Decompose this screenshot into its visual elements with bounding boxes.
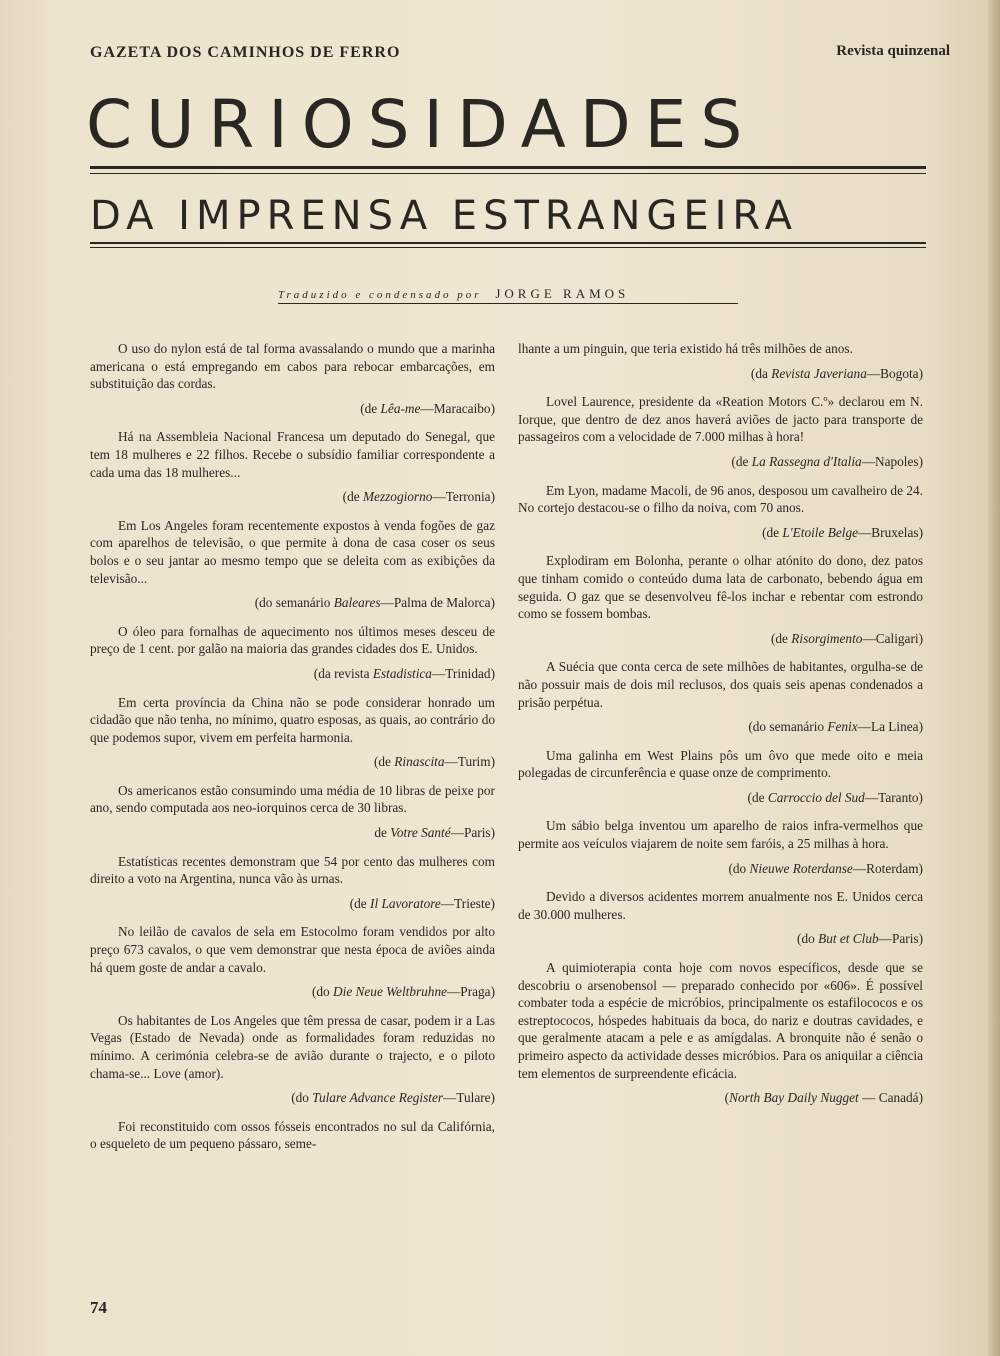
source-citation — [518, 860, 923, 878]
news-paragraph: Os americanos estão consumindo uma média de 10 libras de peixe por ano, sendo computada aos neo-iorquinos cerca de 30 libras. — [90, 782, 495, 816]
source-location: —Maracaibo) — [420, 400, 495, 416]
source-location: —Caligari) — [862, 630, 923, 646]
source-title: Baleares — [333, 595, 381, 611]
source-location: —Terronia) — [432, 489, 495, 505]
source-citation — [518, 524, 923, 542]
source-title: Estadistica — [372, 665, 432, 681]
source-title: But et Club — [818, 931, 879, 947]
source-prefix: (do — [291, 1090, 313, 1106]
source-prefix: (de — [762, 524, 783, 540]
source-location: —Turim) — [444, 754, 495, 770]
source-title: Carroccio del Sud — [767, 789, 865, 805]
source-citation — [518, 789, 923, 807]
source-citation — [90, 1089, 495, 1107]
source-citation — [90, 824, 495, 842]
left-column — [90, 340, 495, 1153]
source-citation — [90, 983, 495, 1001]
source-location: —Trieste) — [440, 895, 495, 911]
source-prefix: (da — [750, 365, 772, 381]
source-title: Fenix — [827, 719, 858, 735]
news-paragraph: Explodiram em Bolonha, perante o olhar atónito do dono, dez patos que tinham comido o conteúdo duma lata de carbonato, bebendo água em seguida. O gaz que se desenvolveu fê-los inchar e rebentar com estrondo como se fossem bombas. — [518, 553, 923, 622]
news-paragraph: Uma galinha em West Plains pôs um ôvo que mede oito e meia polegadas de circunferência e quase onze de comprimento. — [518, 747, 923, 781]
news-paragraph: A quimioterapia conta hoje com novos específicos, desde que se descobriu o arsenobensol — preparado conhecido por «606». É possível combater toda a espécie de micróbios, principalmente os estafilococos e os estreptococos, hóspedes habituais da boca, do nariz e doutras cavidades, e que geralmente atacam a pele e as amígdalas. A bronquite não é senão o primeiro aspecto da actividade desses micróbios. Para os aniquilar a ciência tem elementos de surpreendente eficácia. — [518, 960, 923, 1081]
source-citation — [90, 665, 495, 683]
source-prefix: (de — [731, 453, 752, 469]
source-prefix: (da revista — [313, 665, 373, 681]
source-citation — [518, 930, 923, 948]
source-title: Nieuwe Roterdanse — [749, 860, 853, 876]
source-citation — [90, 488, 495, 506]
source-location: —Paris) — [450, 825, 495, 841]
source-location: —Tulare) — [443, 1090, 495, 1106]
source-location: —Bogota) — [866, 365, 923, 381]
source-location: —Trinidad) — [431, 665, 495, 681]
source-prefix: (do — [728, 860, 750, 876]
source-title: Mezzogiorno — [362, 489, 433, 505]
source-title: L'Etoile Belge — [782, 524, 858, 540]
source-title: Die Neue Weltbruhne — [333, 984, 447, 1000]
source-location: —Praga) — [447, 984, 495, 1000]
title-rule — [90, 166, 926, 174]
news-paragraph: Um sábio belga inventou um aparelho de raios infra-vermelhos que permite aos veículos viajarem de noite sem faróis, a 25 milhas à hora. — [518, 818, 923, 852]
source-prefix: (do — [797, 931, 819, 947]
source-location: — Canadá) — [858, 1090, 923, 1106]
source-title: Tulare Advance Register — [312, 1090, 444, 1106]
source-prefix: (do — [311, 984, 334, 1000]
source-citation — [90, 594, 495, 612]
news-paragraph: No leilão de cavalos de sela em Estocolmo foram vendidos por alto preço 673 cavalos, o que vem demonstrar que nesta época de aviões ainda há quem goste de andar a cavalo. — [90, 924, 495, 975]
source-prefix: (de — [360, 400, 381, 416]
news-paragraph: Foi reconstituido com ossos fósseis encontrados no sul da Califórnia, o esqueleto de um pequeno pássaro, seme- — [90, 1118, 495, 1152]
source-title: Risorgimento — [791, 630, 863, 646]
source-prefix: (do semanário — [748, 719, 828, 735]
news-paragraph: Lovel Laurence, presidente da «Reation Motors C.º» declarou em N. Iorque, que dentro de dez anos haverá aviões de jacto para transporte de passageiros com a velocidade de 7.000 milhas à hora! — [518, 394, 923, 445]
source-prefix: (de — [349, 895, 371, 911]
source-title: Rinascita — [394, 754, 445, 770]
news-paragraph: A Suécia que conta cerca de sete milhões de habitantes, orgulha-se de não possuir mais de dois mil reclusos, dos quais seis apenas condenados a prisão perpétua. — [518, 659, 923, 710]
news-paragraph: Em Lyon, madame Macoli, de 96 anos, desposou um cavalheiro de 24. No cortejo destacou-se o filho da noiva, com 70 anos. — [518, 482, 923, 516]
source-location: —Taranto) — [864, 789, 923, 805]
source-prefix: de — [374, 825, 391, 841]
news-paragraph: Há na Assembleia Nacional Francesa um deputado do Senegal, que tem 18 mulheres e 22 filhos. Recebe o subsídio familiar correspondente a cada uma das 18 mulheres... — [90, 429, 495, 480]
source-location: —Palma de Malorca) — [380, 595, 495, 611]
article-title: CURIOSIDADES — [86, 86, 757, 163]
byline-rule — [278, 303, 738, 304]
source-title: North Bay Daily Nugget — [729, 1090, 859, 1106]
source-location: —Bruxelas) — [858, 524, 923, 540]
continuation-paragraph: lhante a um pinguin, que teria existido há três milhões de anos. — [518, 341, 853, 356]
source-prefix: (do semanário — [254, 595, 334, 611]
news-paragraph: Em Los Angeles foram recentemente expostos à venda fogões de gaz com aparelhos de televisão, o que permite à dona de casa coser os seus bolos e o seu jantar ao mesmo tempo que se deleita com as exibições da televisão... — [90, 517, 495, 586]
source-title: La Rassegna d'Italia — [751, 453, 862, 469]
source-location: —Roterdam) — [852, 860, 923, 876]
source-title: Revista Javeriana — [771, 365, 867, 381]
source-citation — [518, 453, 923, 471]
byline-prefix: Traduzido e condensado por — [278, 289, 482, 301]
source-citation — [90, 753, 495, 771]
source-location: —La Linea) — [857, 719, 923, 735]
source-title: Lêa-me — [380, 400, 421, 416]
source-citation — [518, 718, 923, 736]
news-paragraph: Devido a diversos acidentes morrem anualmente nos E. Unidos cerca de 30.000 mulheres. — [518, 889, 923, 922]
source-prefix: (de — [373, 754, 395, 770]
source-citation — [90, 400, 495, 418]
subtitle-rule — [90, 242, 926, 248]
source-prefix: (de — [770, 630, 792, 646]
source-title: Votre Santé — [390, 825, 451, 841]
source-title: Il Lavoratore — [370, 895, 441, 911]
source-location: —Napoles) — [861, 453, 923, 469]
source-citation — [90, 895, 495, 913]
source-prefix: (de — [342, 489, 363, 505]
news-paragraph: Os habitantes de Los Angeles que têm pressa de casar, podem ir a Las Vegas (Estado de Nevada) onde as formalidades foram reduzidas no mínimo. A cerimónia celebra-se de avião durante o trajecto, e o piloto chama-se... Love (amor). — [90, 1012, 495, 1081]
right-column — [518, 340, 923, 1118]
publication-frequency: Revista quinzenal — [836, 43, 950, 59]
source-citation — [518, 630, 923, 648]
source-prefix: (de — [747, 789, 768, 805]
page-spine-shadow — [988, 0, 1000, 1356]
source-prefix: ( — [724, 1090, 730, 1106]
source-citation — [518, 1089, 923, 1107]
byline-author: JORGE RAMOS — [495, 286, 630, 301]
page-number: 74 — [90, 1298, 107, 1317]
news-paragraph: Estatísticas recentes demonstram que 54 por cento das mulheres com direito a voto na Argentina, nunca vão às urnas. — [90, 853, 495, 887]
publication-title: GAZETA DOS CAMINHOS DE FERRO — [90, 44, 401, 61]
news-paragraph: O uso do nylon está de tal forma avassalando o mundo que a marinha americana o está empregando em cabos para rebocar embarcações, em substituição das cordas. — [90, 341, 495, 392]
news-paragraph: O óleo para fornalhas de aquecimento nos últimos meses desceu de preço de 1 cent. por galão na maioria das grandes cidades dos E. Unidos. — [90, 623, 495, 657]
news-paragraph: Em certa província da China não se pode considerar honrado um cidadão que não tenha, no mínimo, quatro esposas, as quais, ao contrário do que podemos supor, vivem em perfeita harmonia. — [90, 694, 495, 745]
article-subtitle: DA IMPRENSA ESTRANGEIRA — [90, 193, 798, 239]
source-citation — [518, 365, 923, 383]
source-location: —Paris) — [878, 931, 923, 947]
byline — [278, 286, 738, 302]
